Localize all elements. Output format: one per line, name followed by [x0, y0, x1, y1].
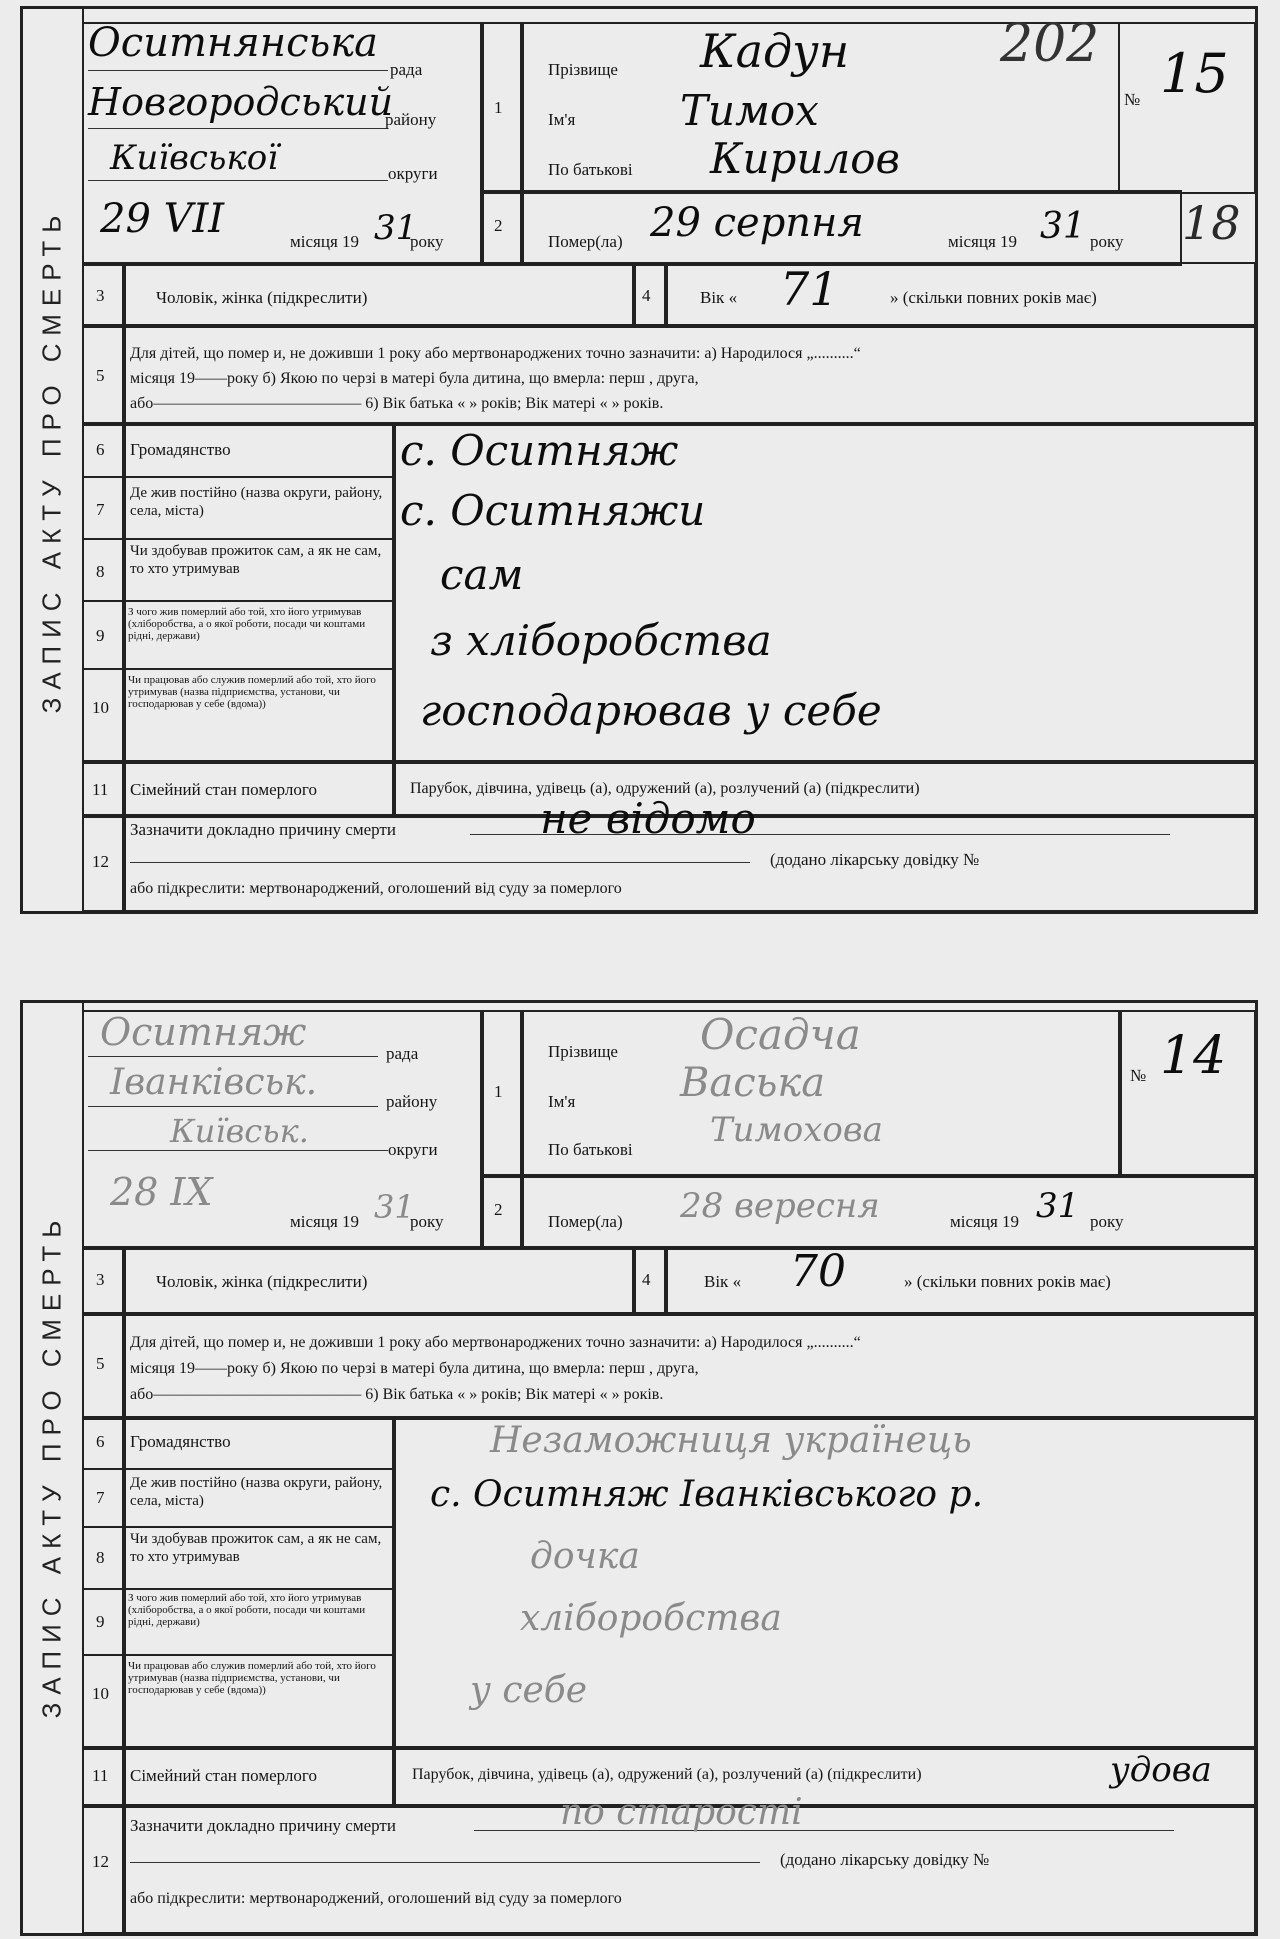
source-value: з хліборобства: [430, 616, 772, 665]
livelihood-value: дочка: [530, 1536, 640, 1577]
rayon-label: району: [386, 1092, 438, 1111]
okruga-line: [88, 180, 388, 181]
reg-year-label: року: [410, 1212, 444, 1231]
source-value: хліборобства: [520, 1598, 782, 1639]
reg-month-label: місяця 19: [290, 1212, 360, 1231]
row-number-10: 10: [92, 1684, 109, 1703]
row-number-2: 2: [494, 216, 503, 235]
reg-year-label: року: [410, 232, 444, 251]
marital-label: Сімейний стан померлого: [130, 1766, 317, 1785]
children-line-1: Для дітей, що помер и, не доживши 1 року або мертвонароджених точно зазначити: а) Народилося „..........“: [130, 345, 861, 362]
death-year-label: року: [1090, 1212, 1124, 1231]
cause-value: не відомо: [540, 794, 756, 843]
stillborn-label: або підкреслити: мертвонароджений, оголошений від суду за померлого: [130, 1890, 622, 1907]
row-7-divider: [82, 538, 392, 540]
okruga-line: [88, 1150, 388, 1151]
row-number-3: 3: [96, 1270, 105, 1289]
rada-value: Оситняж: [100, 1010, 307, 1054]
row-number-8: 8: [96, 562, 105, 581]
citizenship-value: Незаможниця українець: [490, 1420, 972, 1461]
children-line-2: місяця 19——року б) Якою по черзі в матері була дитина, що вмерла: перш , друга,: [130, 370, 699, 387]
age-value: 70: [790, 1246, 846, 1297]
row-number-1: 1: [494, 1082, 503, 1101]
number-label: №: [1124, 90, 1141, 109]
marital-note: удова: [1110, 1750, 1212, 1790]
row-9-divider: [82, 1654, 392, 1656]
rayon-value: Новгородський: [88, 80, 394, 124]
row-7-divider: [82, 1526, 392, 1528]
sex-label: Чоловік, жінка (підкреслити): [156, 288, 368, 307]
row-number-12: 12: [92, 852, 109, 871]
rada-label: рада: [386, 1044, 419, 1063]
death-record-form-2: [0, 1000, 1280, 1939]
number-label: №: [1130, 1066, 1147, 1085]
residence-value: с. Оситняж Іванківського р.: [430, 1474, 984, 1515]
rada-label: рада: [390, 60, 423, 79]
death-date-value: 28 вересня: [680, 1186, 880, 1226]
death-year-value: 31: [1036, 1186, 1080, 1226]
children-line-1: Для дітей, що помер и, не доживши 1 року або мертвонароджених точно зазначити: а) Народилося „..........“: [130, 1334, 861, 1351]
citizenship-value: с. Оситняж: [400, 426, 679, 475]
row-number-10: 10: [92, 698, 109, 717]
rayon-line: [88, 1106, 378, 1107]
name-label: Ім'я: [548, 110, 576, 129]
marital-options: Парубок, дівчина, удівець (а), одружений (а), розлучений (а) (підкреслити): [410, 780, 920, 797]
patronymic-value: Тимохова: [710, 1110, 883, 1150]
rayon-line: [88, 128, 388, 129]
source-label: З чого жив померлий або той, хто його утримував (хліборобства, а о якої роботи, посади чи коштами рідні, держави): [128, 1592, 366, 1628]
row-number-9: 9: [96, 1612, 105, 1631]
row-2-cell: [520, 1174, 1256, 1250]
work-label: Чи працював або служив померлий або той, хто його утримував (назва підприємства, установи, чи господарював у себе (вдома)): [128, 1660, 376, 1696]
row-number-8: 8: [96, 1548, 105, 1567]
stillborn-label: або підкреслити: мертвонароджений, оголошений від суду за померлого: [130, 880, 622, 897]
certificate-label: (додано лікарську довідку №: [780, 1850, 990, 1869]
row-number-11: 11: [92, 1766, 109, 1785]
cause-line-2: [130, 862, 750, 863]
died-label: Помер(ла): [548, 232, 623, 251]
row-9-divider: [82, 668, 392, 670]
reg-year-value: 31: [374, 208, 418, 248]
row-number-9: 9: [96, 626, 105, 645]
citizenship-label: Громадянство: [130, 1432, 231, 1451]
patronymic-label: По батькові: [548, 160, 633, 179]
rada-value: Оситнянська: [88, 20, 378, 66]
surname-label: Прізвище: [548, 1042, 618, 1061]
okruga-label: округи: [388, 164, 438, 183]
age-tail-label: » (скільки повних років має): [904, 1272, 1111, 1291]
row-number-12: 12: [92, 1852, 109, 1871]
work-value: господарював у себе: [420, 686, 882, 735]
cause-label: Зазначити докладно причину смерти: [130, 820, 396, 839]
death-date-value: 29 серпня: [650, 200, 864, 246]
side-title: ЗАПИС АКТУ ПРО СМЕРТЬ: [36, 1212, 67, 1718]
row-number-5: 5: [96, 366, 105, 385]
row-number-7: 7: [96, 1488, 105, 1507]
source-label: З чого жив померлий або той, хто його утримував (хліборобства, а о якої роботи, посади чи коштами рідні, держави): [128, 606, 366, 642]
row-number-6: 6: [96, 440, 105, 459]
margin-number: 202: [1000, 14, 1100, 74]
certificate-label: (додано лікарську довідку №: [770, 850, 980, 869]
row-number-3: 3: [96, 286, 105, 305]
rows-6-10-label-cell: [122, 422, 396, 764]
death-month-label: місяця 19: [948, 232, 1018, 251]
age-label: Вік «: [700, 288, 738, 307]
row-number-11: 11: [92, 780, 109, 799]
livelihood-label: Чи здобував прожиток сам, а як не сам, то хто утримував: [130, 543, 382, 577]
residence-label: Де жив постійно (назва округи, району, села, міста): [130, 485, 383, 519]
residence-label: Де жив постійно (назва округи, району, села, міста): [130, 1475, 383, 1509]
death-month-label: місяця 19: [950, 1212, 1020, 1231]
surname-label: Прізвище: [548, 60, 618, 79]
rayon-label: району: [385, 110, 437, 129]
livelihood-value: сам: [440, 550, 524, 599]
death-record-form-1: [0, 0, 1280, 940]
death-year-label: року: [1090, 232, 1124, 251]
side-title: ЗАПИС АКТУ ПРО СМЕРТЬ: [36, 207, 67, 713]
reg-year-value: 31: [374, 1188, 415, 1226]
row-number-6: 6: [96, 1432, 105, 1451]
age-tail-label: » (скільки повних років має): [890, 288, 1097, 307]
cause-value: по старості: [560, 1792, 803, 1833]
row-number-5: 5: [96, 1354, 105, 1373]
surname-value: Кадун: [700, 24, 850, 78]
age-label: Вік «: [704, 1272, 742, 1291]
record-number: 15: [1160, 42, 1229, 105]
cause-label: Зазначити докладно причину смерти: [130, 1816, 396, 1835]
died-label: Помер(ла): [548, 1212, 623, 1231]
work-value: у себе: [470, 1670, 588, 1711]
rada-line: [88, 70, 388, 71]
work-label: Чи працював або служив померлий або той, хто його утримував (назва підприємства, установи, чи господарював у себе (вдома)): [128, 674, 376, 710]
surname-value: Осадча: [700, 1010, 861, 1059]
side-mark: 18: [1182, 196, 1241, 250]
okruga-label: округи: [388, 1140, 438, 1159]
children-line-3: або————————————— 6) Вік батька « » років; Вік матері « » років.: [130, 395, 664, 412]
row-number-2: 2: [494, 1200, 503, 1219]
rada-line: [88, 1056, 378, 1057]
patronymic-label: По батькові: [548, 1140, 633, 1159]
row-number-7: 7: [96, 500, 105, 519]
patronymic-value: Кирилов: [710, 134, 900, 183]
row-8-divider: [82, 600, 392, 602]
record-number: 14: [1160, 1026, 1227, 1086]
name-label: Ім'я: [548, 1092, 576, 1111]
rows-6-10-label-cell: [122, 1416, 396, 1750]
marital-label: Сімейний стан померлого: [130, 780, 317, 799]
reg-month-label: місяця 19: [290, 232, 360, 251]
row-number-1: 1: [494, 98, 503, 117]
row-6-divider: [82, 476, 392, 478]
okruga-value: Київськ.: [170, 1112, 309, 1150]
cause-line-2: [130, 1862, 760, 1863]
children-line-2: місяця 19——року б) Якою по черзі в матері була дитина, що вмерла: перш , друга,: [130, 1360, 699, 1377]
row-8-divider: [82, 1588, 392, 1590]
reg-date-value: 28 IX: [110, 1170, 213, 1214]
livelihood-label: Чи здобував прожиток сам, а як не сам, то хто утримував: [130, 1531, 382, 1565]
citizenship-label: Громадянство: [130, 440, 231, 459]
row-number-4: 4: [642, 1270, 651, 1289]
okruga-value: Київської: [110, 138, 279, 178]
children-line-3: або————————————— 6) Вік батька « » років; Вік матері « » років.: [130, 1386, 664, 1403]
reg-date-value: 29 VII: [100, 196, 225, 242]
age-value: 71: [780, 262, 839, 316]
marital-options: Парубок, дівчина, удівець (а), одружений (а), розлучений (а) (підкреслити): [412, 1766, 922, 1783]
name-value: Васька: [680, 1060, 826, 1106]
name-value: Тимох: [680, 86, 819, 135]
row-6-divider: [82, 1468, 392, 1470]
row-number-4: 4: [642, 286, 651, 305]
residence-value: с. Оситняжи: [400, 486, 706, 535]
sex-label: Чоловік, жінка (підкреслити): [156, 1272, 368, 1291]
rayon-value: Іванківськ.: [110, 1062, 318, 1103]
death-year-value: 31: [1040, 206, 1086, 247]
